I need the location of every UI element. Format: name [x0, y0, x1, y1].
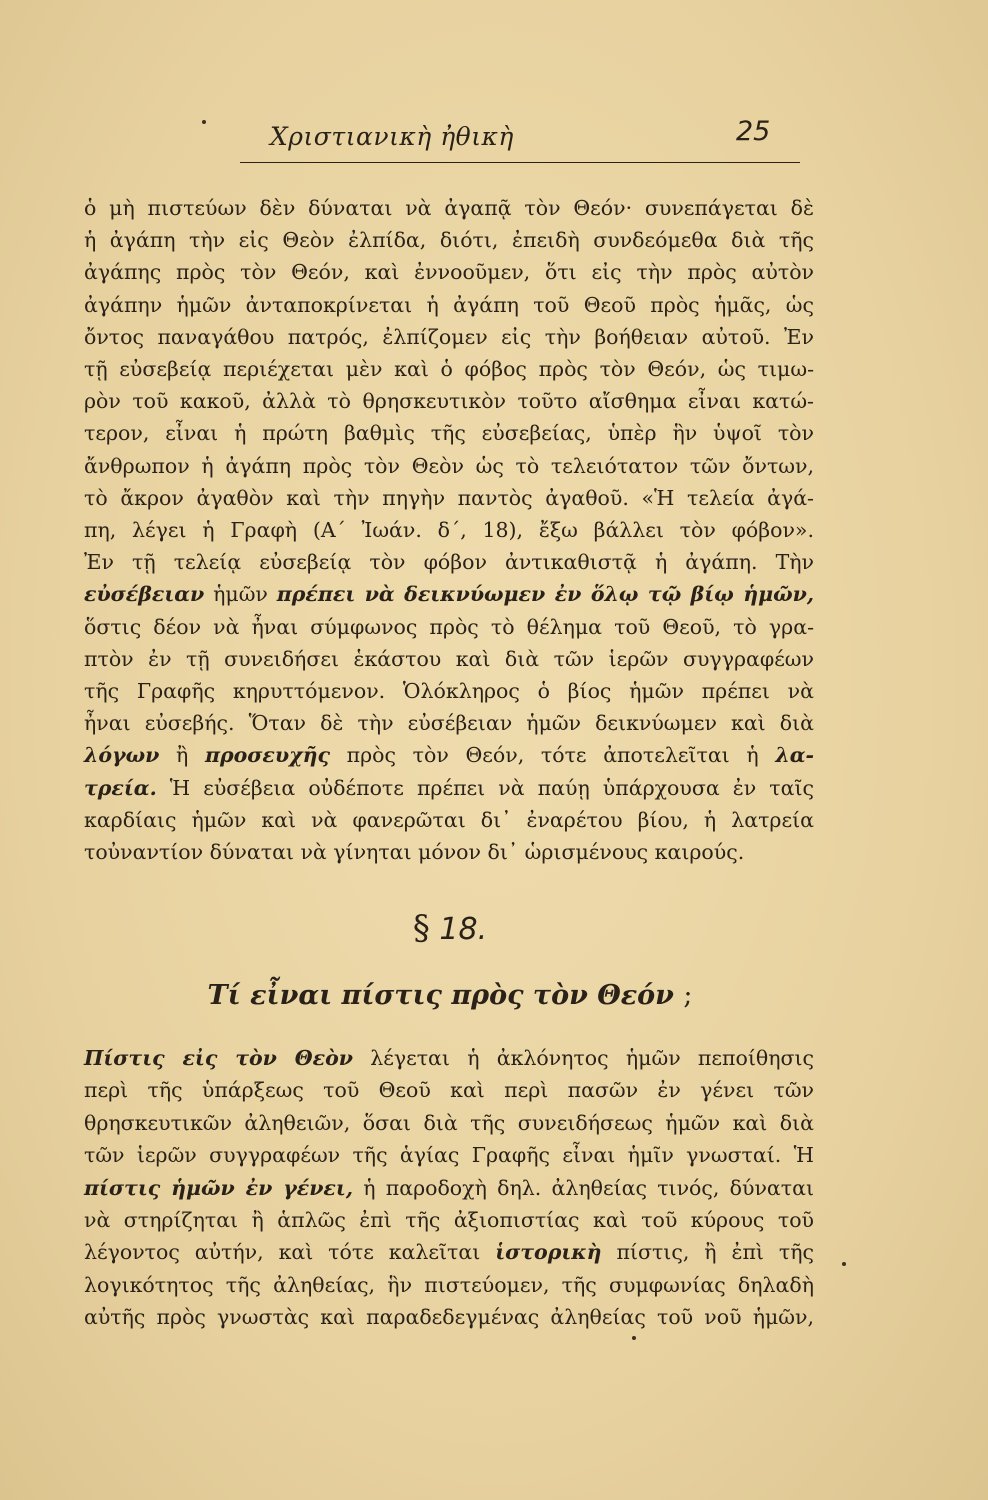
text-line — [84, 1174, 814, 1202]
text-line — [84, 580, 814, 608]
text-line: τῆς Γραφῆς κηρυττόμενον. Ὁλόκληρος ὁ βίος ἡμῶν πρέπει νὰ — [84, 679, 814, 703]
text-line: ἀγάπης πρὸς τὸν Θεόν, καὶ ἐννοοῦμεν, ὅτι εἰς τὴν πρὸς αὐτὸν — [84, 260, 814, 285]
section-heading-text: Τί εἶναι πίστις πρὸς τὸν Θεόν — [207, 980, 674, 1011]
section-heading — [0, 980, 900, 1011]
text-line: τερον, εἶναι ἡ πρώτη βαθμὶς τῆς εὐσεβείας, ὑπὲρ ἣν ὑψοῖ τὸν — [84, 421, 814, 446]
text-line: θρησκευτικῶν ἀληθειῶν, ὅσαι διὰ τῆς συνειδήσεως ἡμῶν καὶ διὰ — [84, 1110, 814, 1135]
emphasized-text: λόγων — [84, 743, 160, 768]
emphasized-text: λα- — [775, 743, 814, 768]
text-line: ἦναι εὐσεβής. Ὅταν δὲ τὴν εὐσέβειαν ἡμῶν δεικνύωμεν καὶ διὰ — [84, 711, 814, 736]
text-line: τῶν ἱερῶν συγγραφέων τῆς ἁγίας Γραφῆς εἶναι ἡμῖν γνωσταί. Ἡ — [84, 1143, 814, 1168]
emphasized-text: τρεία. — [84, 775, 157, 800]
section-number-value: 18. — [439, 912, 488, 947]
text-line: ρὸν τοῦ κακοῦ, ἀλλὰ τὸ θρησκευτικὸν τοῦτο αἴσθημα εἶναι κατώ- — [84, 389, 814, 414]
emphasized-text: Πίστις εἰς τὸν Θεὸν — [84, 1046, 353, 1070]
text-run: ἡ παροδοχὴ δηλ. ἀληθείας τινός, δύναται — [352, 1175, 814, 1200]
ink-speck — [632, 1336, 636, 1340]
text-line — [84, 1044, 814, 1072]
text-run: πίστις, ἢ ἐπὶ τῆς — [601, 1240, 814, 1265]
text-line: περὶ τῆς ὑπάρξεως τοῦ Θεοῦ καὶ περὶ πασῶν ἐν γένει τῶν — [84, 1078, 814, 1103]
text-run: ἢ — [159, 743, 205, 768]
text-line: ὅστις δέον νὰ ἦναι σύμφωνος πρὸς τὸ θέλημα τοῦ Θεοῦ, τὸ γρα- — [84, 614, 814, 639]
text-line: ἀγάπην ἡμῶν ἀνταποκρίνεται ἡ ἀγάπη τοῦ Θεοῦ πρὸς ἡμᾶς, ὡς — [84, 292, 814, 317]
page-number: 25 — [736, 116, 771, 147]
text-run: λέγοντος αὐτήν, καὶ τότε καλεῖται — [84, 1240, 496, 1265]
text-line: νὰ στηρίζηται ἢ ἁπλῶς ἐπὶ τῆς ἀξιοπιστίας καὶ τοῦ κύρους τοῦ — [84, 1208, 814, 1232]
section-number — [0, 908, 900, 948]
emphasized-text: πρέπει νὰ δεικνύωμεν ἐν ὅλῳ τῷ βίῳ ἡμῶν, — [276, 582, 814, 607]
text-line — [84, 774, 814, 802]
emphasized-text: εὐσέβειαν — [84, 582, 205, 607]
text-run: πρὸς τὸν Θεόν, τότε ἀποτελεῖται ἡ — [329, 743, 776, 768]
text-line: πη, λέγει ἡ Γραφὴ (Α΄ Ἰωάν. δ΄, 18), ἔξω βάλλει τὸν φόβον». — [84, 518, 814, 542]
text-line: καρδίαις ἡμῶν καὶ νὰ φανερῶται δι᾽ ἐναρέτου βίου, ἡ λατρεία — [84, 807, 814, 832]
text-line: λογικότητος τῆς ἀληθείας, ἣν πιστεύομεν, τῆς συμφωνίας δηλαδὴ — [84, 1272, 814, 1297]
section-symbol: § — [412, 908, 430, 948]
emphasized-text: πίστις ἡμῶν ἐν γένει, — [84, 1175, 353, 1200]
emphasized-text: προσευχῆς — [204, 743, 330, 768]
text-run: ἡμῶν — [204, 582, 277, 607]
text-line: ὁ μὴ πιστεύων δὲν δύναται νὰ ἀγαπᾷ τὸν Θεόν· συνεπάγεται δὲ — [84, 196, 814, 220]
text-line: τὸ ἄκρον ἀγαθὸν καὶ τὴν πηγὴν παντὸς ἀγαθοῦ. «Ἡ τελεία ἀγά- — [84, 485, 814, 510]
emphasized-text: ἱστορικὴ — [495, 1240, 602, 1265]
text-line: τοὐναντίον δύναται νὰ γίνηται μόνον δι᾽ ὡρισμένους καιρούς. — [84, 840, 745, 864]
section-heading-question-mark: ; — [683, 980, 693, 1011]
text-line — [84, 1238, 814, 1266]
ink-speck — [842, 1262, 846, 1266]
text-line: ἡ ἀγάπη τὴν εἰς Θεὸν ἐλπίδα, διότι, ἐπειδὴ συνδεόμεθα διὰ τῆς — [84, 228, 814, 253]
text-line: πτὸν ἐν τῇ συνειδήσει ἑκάστου καὶ διὰ τῶν ἱερῶν συγγραφέων — [84, 646, 814, 671]
text-line: τῇ εὐσεβείᾳ περιέχεται μὲν καὶ ὁ φόβος πρὸς τὸν Θεόν, ὡς τιμω- — [84, 357, 814, 381]
text-line: αὐτῆς πρὸς γνωστὰς καὶ παραδεδεγμένας ἀληθείας τοῦ νοῦ ἡμῶν, — [84, 1305, 814, 1330]
text-line: Ἐν τῇ τελείᾳ εὐσεβείᾳ τὸν φόβον ἀντικαθιστᾷ ἡ ἀγάπη. Τὴν — [84, 550, 814, 575]
text-run: Ἡ εὐσέβεια οὐδέποτε πρέπει νὰ παύῃ ὑπάρχουσα ἐν ταῖς — [156, 775, 814, 800]
running-title: Χριστιανικὴ ἠθικὴ — [270, 122, 514, 151]
text-line: ὄντος παναγάθου πατρός, ἐλπίζομεν εἰς τὴν βοήθειαν αὐτοῦ. Ἐν — [84, 324, 814, 349]
text-run: λέγεται ἡ ἀκλόνητος ἡμῶν πεποίθησις — [352, 1046, 814, 1070]
text-line: ἄνθρωπον ἡ ἀγάπη πρὸς τὸν Θεὸν ὡς τὸ τελειότατον τῶν ὄντων, — [84, 453, 814, 478]
ink-speck — [202, 120, 206, 124]
text-line — [84, 741, 814, 769]
